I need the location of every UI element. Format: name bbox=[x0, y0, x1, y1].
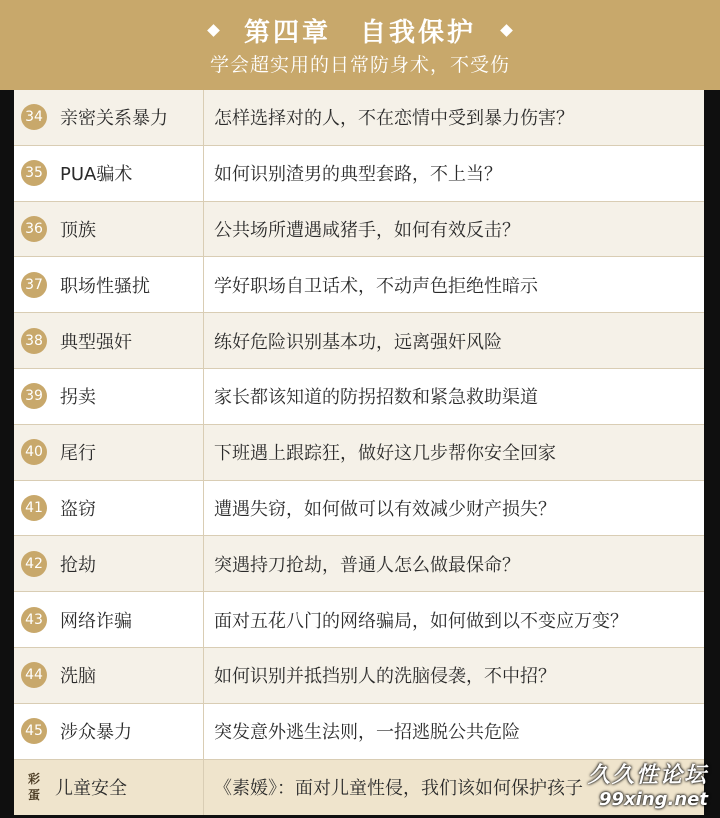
lesson-topic: 拐卖 bbox=[60, 387, 96, 409]
table-row[interactable] bbox=[14, 704, 704, 760]
row-left-cell bbox=[14, 202, 204, 257]
lesson-topic: PUA骗术 bbox=[60, 164, 133, 186]
diamond-right-icon bbox=[500, 24, 513, 37]
row-left-cell bbox=[14, 536, 204, 591]
lesson-number-badge: 41 bbox=[21, 495, 47, 521]
lesson-number-badge: 34 bbox=[21, 104, 47, 130]
lesson-topic: 盗窃 bbox=[60, 498, 96, 520]
row-left-cell bbox=[14, 146, 204, 201]
row-left-cell bbox=[14, 481, 204, 536]
row-left-cell bbox=[14, 425, 204, 480]
chapter-title-row bbox=[0, 10, 720, 50]
lesson-description: 公共场所遭遇咸猪手，如何有效反击？ bbox=[214, 219, 520, 241]
table-row[interactable] bbox=[14, 481, 704, 537]
lesson-topic: 涉众暴力 bbox=[60, 722, 132, 744]
table-row[interactable] bbox=[14, 536, 704, 592]
lesson-topic: 亲密关系暴力 bbox=[60, 108, 168, 130]
row-left-cell bbox=[14, 704, 204, 759]
lesson-number-badge: 38 bbox=[21, 328, 47, 354]
bonus-topic: 儿童安全 bbox=[55, 778, 127, 800]
chapter-subtitle: 学会超实用的日常防身术，不受伤 bbox=[209, 54, 510, 76]
lesson-description: 下班遇上跟踪狂，做好这几步帮你安全回家 bbox=[214, 443, 556, 465]
row-left-cell bbox=[14, 760, 204, 816]
chapter-header bbox=[0, 0, 720, 90]
lesson-description: 练好危险识别基本功，远离强奸风险 bbox=[214, 331, 502, 353]
lesson-topic: 尾行 bbox=[60, 443, 96, 465]
row-left-cell bbox=[14, 257, 204, 312]
row-left-cell bbox=[14, 90, 204, 145]
row-left-cell bbox=[14, 313, 204, 368]
lesson-description: 如何识别并抵挡别人的洗脑侵袭，不中招？ bbox=[214, 666, 556, 688]
lesson-number-badge: 43 bbox=[21, 607, 47, 633]
lesson-number-badge: 37 bbox=[21, 272, 47, 298]
lesson-topic: 网络诈骗 bbox=[60, 610, 132, 632]
table-row[interactable] bbox=[14, 202, 704, 258]
table-row[interactable] bbox=[14, 369, 704, 425]
lesson-topic: 职场性骚扰 bbox=[60, 275, 150, 297]
lesson-description: 遭遇失窃，如何做可以有效减少财产损失？ bbox=[214, 498, 556, 520]
lesson-number-badge: 35 bbox=[21, 160, 47, 186]
lesson-number-badge: 36 bbox=[21, 216, 47, 242]
bonus-description: 《素媛》：面对儿童性侵，我们该如何保护孩子 bbox=[214, 778, 583, 800]
row-left-cell bbox=[14, 648, 204, 703]
diamond-left-icon bbox=[207, 24, 220, 37]
lesson-topic: 洗脑 bbox=[60, 666, 96, 688]
table-row[interactable] bbox=[14, 425, 704, 481]
lesson-topic: 抢劫 bbox=[60, 554, 96, 576]
lesson-number-badge: 42 bbox=[21, 551, 47, 577]
lesson-topic: 顶族 bbox=[60, 219, 96, 241]
lesson-number-badge: 44 bbox=[21, 662, 47, 688]
bonus-tag: 彩蛋 bbox=[27, 772, 40, 803]
lesson-topic: 典型强奸 bbox=[60, 331, 132, 353]
lesson-description: 面对五花八门的网络骗局，如何做到以不变应万变？ bbox=[214, 610, 628, 632]
lesson-description: 学好职场自卫话术，不动声色拒绝性暗示 bbox=[214, 275, 538, 297]
lesson-description: 如何识别渣男的典型套路，不上当？ bbox=[214, 164, 502, 186]
watermark-text-en: 99xing.net bbox=[599, 789, 708, 810]
table-row[interactable] bbox=[14, 146, 704, 202]
table-row[interactable] bbox=[14, 648, 704, 704]
chapter-title: 第四章 自我保护 bbox=[243, 17, 476, 48]
lesson-description: 突发意外逃生法则，一招逃脱公共危险 bbox=[214, 722, 520, 744]
watermark-text-cn: 久久性论坛 bbox=[587, 763, 708, 788]
lesson-number-badge: 40 bbox=[21, 439, 47, 465]
table-row[interactable] bbox=[14, 257, 704, 313]
site-watermark bbox=[588, 758, 708, 810]
lesson-description: 家长都该知道的防拐招数和紧急救助渠道 bbox=[214, 387, 538, 409]
lesson-table bbox=[14, 90, 704, 815]
lesson-number-badge: 39 bbox=[21, 383, 47, 409]
row-left-cell bbox=[14, 592, 204, 647]
lesson-description: 突遇持刀抢劫，普通人怎么做最保命？ bbox=[214, 554, 520, 576]
table-row[interactable] bbox=[14, 90, 704, 146]
table-row[interactable] bbox=[14, 313, 704, 369]
lesson-description: 怎样选择对的人，不在恋情中受到暴力伤害？ bbox=[214, 108, 574, 130]
row-left-cell bbox=[14, 369, 204, 424]
lesson-number-badge: 45 bbox=[21, 718, 47, 744]
table-row[interactable] bbox=[14, 592, 704, 648]
